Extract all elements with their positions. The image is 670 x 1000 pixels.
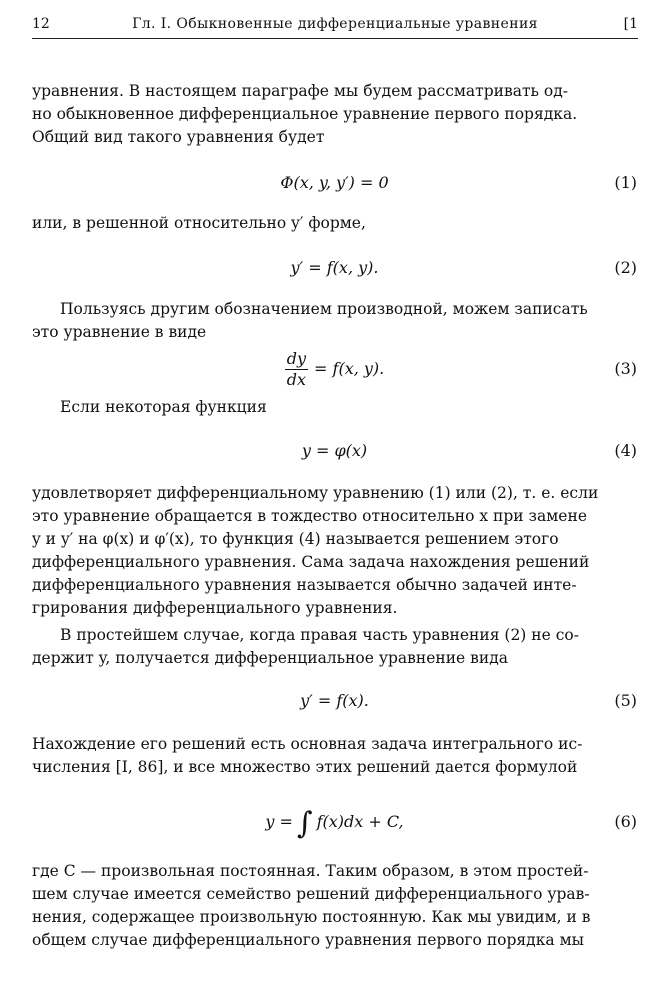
equation-formula: Φ(x, y, y′) = 0 <box>280 173 389 192</box>
paragraph-notation <box>32 298 637 344</box>
paragraph-intro <box>32 80 637 149</box>
text-line: где C — произвольная постоянная. Таким образом, в этом простей- <box>32 862 589 880</box>
text-line: нения, содержащее произвольную постоянную. Как мы увидим, и в <box>32 908 591 926</box>
equation-formula: y = φ(x) <box>301 441 368 460</box>
equation-formula: y′ = f(x). <box>300 691 369 710</box>
text-line: уравнения. В настоящем параграфе мы будем рассматривать од- <box>32 82 569 100</box>
text-line: шем случае имеется семейство решений дифференциального урав- <box>32 885 590 903</box>
page-number: 12 <box>32 16 50 32</box>
running-header <box>32 12 638 39</box>
text-line: это уравнение в виде <box>32 323 207 341</box>
equation-lhs: y = <box>265 812 293 831</box>
text-line: Нахождение его решений есть основная задача интегрального ис- <box>32 735 583 753</box>
text-line: y и y′ на φ(x) и φ′(x), то функция (4) называется решением этого <box>32 530 559 548</box>
fraction-numerator: dy <box>286 349 307 368</box>
running-title: Гл. I. Обыкновенные дифференциальные уравнения <box>132 16 538 32</box>
equation-number: (2) <box>614 258 637 277</box>
equation-number: (6) <box>614 812 637 831</box>
paragraph-simplest-case <box>32 624 637 670</box>
section-mark: [1 <box>623 16 638 32</box>
paragraph-solution-definition <box>32 482 637 620</box>
paragraph-solved-form <box>32 212 637 235</box>
equation-number: (3) <box>614 359 637 378</box>
equation-rhs: = f(x, y). <box>314 359 385 378</box>
text-line: Общий вид такого уравнения будет <box>32 128 325 146</box>
equation-number: (4) <box>614 441 637 460</box>
text-line: это уравнение обращается в тождество относительно x при замене <box>32 507 587 525</box>
text-line: удовлетворяет дифференциальному уравнению (1) или (2), т. е. если <box>32 484 599 502</box>
text-line: дифференциального уравнения. Сама задача нахождения решений <box>32 553 590 571</box>
equation-rhs: f(x)dx + C, <box>316 812 404 831</box>
text-line: В простейшем случае, когда правая часть уравнения (2) не со- <box>60 626 579 644</box>
text-line: держит y, получается дифференциальное уравнение вида <box>32 649 508 667</box>
text-line: грирования дифференциального уравнения. <box>32 599 398 617</box>
text-line: числения [I, 86], и все множество этих решений дается формулой <box>32 758 578 776</box>
fraction <box>285 349 308 390</box>
equation-1 <box>32 168 637 198</box>
text-line: дифференциального уравнения называется обычно задачей инте- <box>32 576 577 594</box>
equation-6 <box>32 800 637 844</box>
equation-3 <box>32 348 637 390</box>
text-line: или, в решенной относительно y′ форме, <box>32 214 366 232</box>
equation-number: (5) <box>614 691 637 710</box>
fraction-denominator: dx <box>286 370 307 389</box>
text-line: но обыкновенное дифференциальное уравнение первого порядка. <box>32 105 578 123</box>
paragraph-arbitrary-constant <box>32 860 637 952</box>
equation-5 <box>32 686 637 716</box>
text-line: общем случае дифференциального уравнения первого порядка мы <box>32 931 584 949</box>
equation-2 <box>32 253 637 283</box>
equation-formula <box>32 348 637 390</box>
equation-formula <box>32 800 637 846</box>
equation-formula: y′ = f(x, y). <box>290 258 379 277</box>
paragraph-integral-calculus <box>32 733 637 779</box>
integral-sign: ∫ <box>296 806 313 841</box>
equation-4 <box>32 436 637 466</box>
paragraph-function <box>32 396 637 419</box>
text-line: Если некоторая функция <box>60 398 267 416</box>
text-line: Пользуясь другим обозначением производной, можем записать <box>60 300 588 318</box>
equation-number: (1) <box>614 173 637 192</box>
